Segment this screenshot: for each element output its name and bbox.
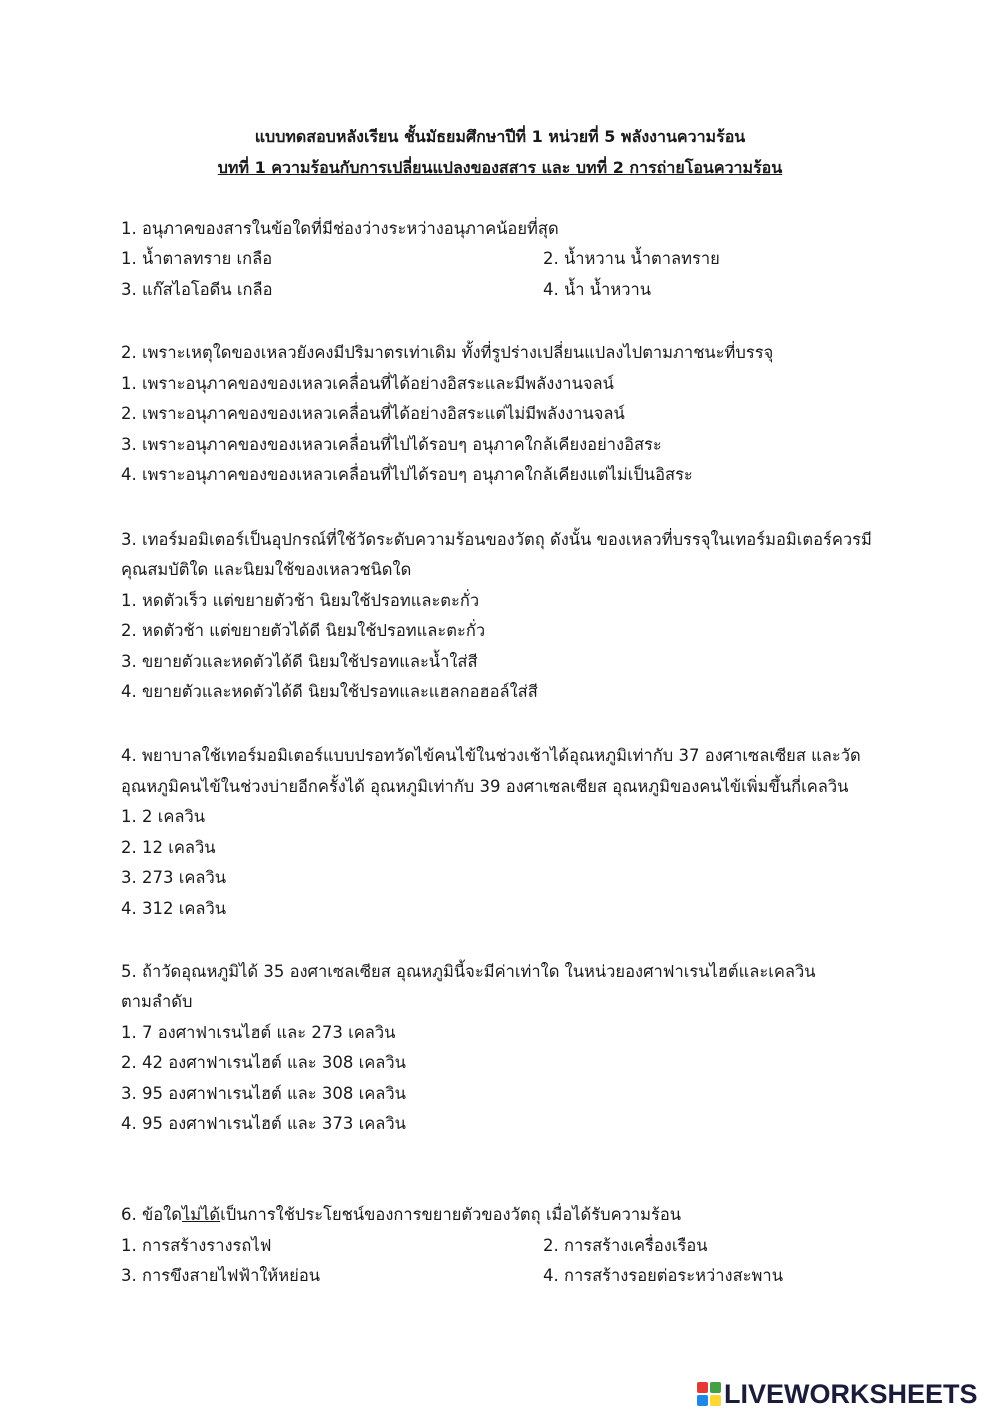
choice: 3. การขึงสายไฟฟ้าให้หย่อน: [121, 1266, 321, 1285]
question-text: 4. พยาบาลใช้เทอร์มอมิเตอร์แบบปรอทวัดไข้คนไข้ในช่วงเช้าได้อุณหภูมิเท่ากับ 37 องศาเซลเซียส และวัด: [121, 746, 861, 765]
choice: 4. 312 เคลวิน: [121, 899, 227, 918]
choice: 1. หดตัวเร็ว แต่ขยายตัวช้า นิยมใช้ปรอทและตะกั่ว: [121, 591, 480, 610]
choice: 1. น้ำตาลทราย เกลือ: [121, 249, 273, 268]
choice: 3. แก๊สไอโอดีน เกลือ: [121, 280, 273, 299]
liveworksheets-logo-icon: [696, 1381, 722, 1407]
choice: 2. 12 เคลวิน: [121, 838, 216, 857]
choice: 3. 95 องศาฟาเรนไฮต์ และ 308 เคลวิน: [121, 1084, 406, 1103]
liveworksheets-logo: [696, 1379, 992, 1409]
choice: 3. 273 เคลวิน: [121, 868, 227, 887]
choice: 4. ขยายตัวและหดตัวได้ดี นิยมใช้ปรอทและแฮลกอฮอล์ใส่สี: [121, 682, 538, 701]
choice: 1. เพราะอนุภาคของของเหลวเคลื่อนที่ได้อย่างอิสระและมีพลังงานจลน์: [121, 374, 614, 393]
question-text: [121, 1204, 681, 1226]
choice: 2. การสร้างเครื่องเรือน: [543, 1236, 708, 1255]
title-line-2: บทที่ 1 ความร้อนกับการเปลี่ยนแปลงของสสาร และ บทที่ 2 การถ่ายโอนความร้อน: [217, 158, 783, 177]
question-text: 2. เพราะเหตุใดของเหลวยังคงมีปริมาตรเท่าเดิม ทั้งที่รูปร่างเปลี่ยนแปลงไปตามภาชนะที่บรรจุ: [121, 343, 774, 362]
choice: 1. การสร้างรางรถไฟ: [121, 1236, 272, 1255]
choice: 2. 42 องศาฟาเรนไฮต์ และ 308 เคลวิน: [121, 1053, 406, 1072]
question-text: 1. อนุภาคของสารในข้อใดที่มีช่องว่างระหว่างอนุภาคน้อยที่สุด: [121, 219, 559, 238]
choice: 2. เพราะอนุภาคของของเหลวเคลื่อนที่ได้อย่างอิสระแต่ไม่มีพลังงานจลน์: [121, 404, 625, 423]
choice: 4. 95 องศาฟาเรนไฮต์ และ 373 เคลวิน: [121, 1114, 406, 1133]
choice: 2. หดตัวช้า แต่ขยายตัวได้ดี นิยมใช้ปรอทและตะกั่ว: [121, 621, 486, 640]
choice: 4. เพราะอนุภาคของของเหลวเคลื่อนที่ไปได้รอบๆ อนุภาคใกล้เคียงแต่ไม่เป็นอิสระ: [121, 465, 693, 484]
question-text-suffix: เป็นการใช้ประโยชน์ของการขยายตัวของวัตถุ เมื่อได้รับความร้อน: [220, 1205, 682, 1224]
choice: 4. น้ำ น้ำหวาน: [543, 280, 652, 299]
question-text-continued: คุณสมบัติใด และนิยมใช้ของเหลวชนิดใด: [121, 560, 412, 579]
choice: 3. เพราะอนุภาคของของเหลวเคลื่อนที่ไปได้รอบๆ อนุภาคใกล้เคียงอย่างอิสระ: [121, 435, 662, 454]
choice: 2. น้ำหวาน น้ำตาลทราย: [543, 249, 720, 268]
choice: 4. การสร้างรอยต่อระหว่างสะพาน: [543, 1266, 783, 1285]
question-text: 3. เทอร์มอมิเตอร์เป็นอุปกรณ์ที่ใช้วัดระดับความร้อนของวัตถุ ดังนั้น ของเหลวที่บรรจุในเทอร์มอมิเตอร์ควรมี: [121, 530, 872, 549]
liveworksheets-logo-text: LIVEWORKSHEETS: [724, 1379, 978, 1409]
question-text: 5. ถ้าวัดอุณหภูมิได้ 35 องศาเซลเซียส อุณหภูมินี้จะมีค่าเท่าใด ในหน่วยองศาฟาเรนไฮต์และเคลวิน: [121, 962, 816, 981]
question-text-emphasis: ไม่ได้: [181, 1205, 221, 1224]
title-line-1: แบบทดสอบหลังเรียน ชั้นมัธยมศึกษาปีที่ 1 หน่วยที่ 5 พลังงานความร้อน: [254, 127, 746, 146]
choice: 1. 2 เคลวิน: [121, 807, 206, 826]
choice: 1. 7 องศาฟาเรนไฮต์ และ 273 เคลวิน: [121, 1023, 396, 1042]
question-text-continued: ตามลำดับ: [121, 992, 193, 1011]
choice: 3. ขยายตัวและหดตัวได้ดี นิยมใช้ปรอทและน้ำใส่สี: [121, 652, 478, 671]
question-text-continued: อุณหภูมิคนไข้ในช่วงบ่ายอีกครั้งได้ อุณหภูมิเท่ากับ 39 องศาเซลเซียส อุณหภูมิของคนไข้เพิ่มขึ้นกี่เคลวิน: [121, 777, 849, 796]
question-text-prefix: 6. ข้อใด: [121, 1205, 182, 1224]
